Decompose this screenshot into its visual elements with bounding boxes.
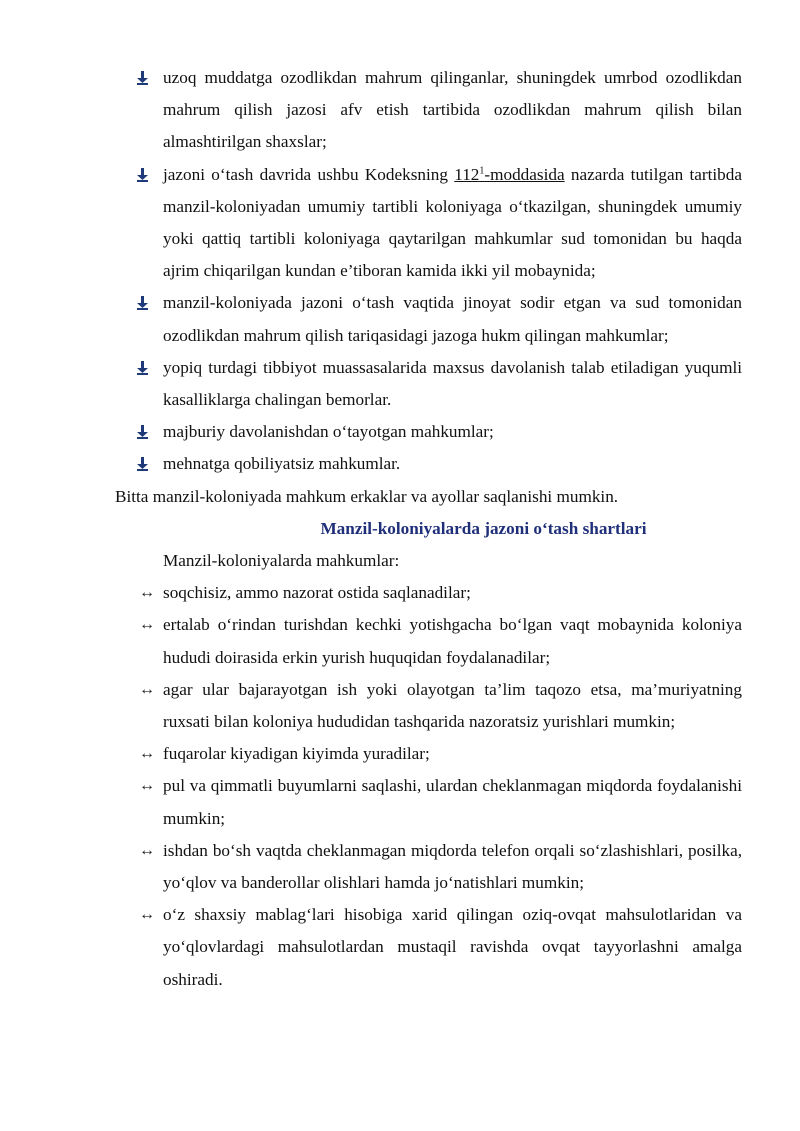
section-heading: Manzil-koloniyalarda jazoni o‘tash shartlari xyxy=(320,518,647,538)
left-right-arrow-icon: ↔ xyxy=(139,680,155,698)
left-right-arrow-icon: ↔ xyxy=(139,584,155,602)
arrow-down-icon xyxy=(137,287,148,319)
arrow-down-icon xyxy=(137,416,148,448)
list-item-text: yopiq turdagi tibbiyot muassasalarida maxsus davolanish talab etiladigan yuqumli kasalliklarga chalingan bemorlar. xyxy=(163,357,742,410)
list-item-text: mehnatga qobiliyatsiz mahkumlar. xyxy=(163,454,401,474)
left-right-arrow-icon: ↔ xyxy=(139,841,155,859)
list-item-text: uzoq muddatga ozodlikdan mahrum qilinganlar, shuningdek umrbod ozodlikdan mahrum qilish jazosi afv etish tartibida ozodlikdan mahrum qilish bilan almashtirilgan shaxslar; xyxy=(163,68,742,152)
bullet-list-1 xyxy=(115,62,742,481)
list-item xyxy=(115,738,742,770)
list-item xyxy=(115,448,742,480)
arrow-down-icon xyxy=(137,159,148,191)
list-item-text: o‘z shaxsiy mablag‘lari hisobiga xarid qilingan oziq-ovqat mahsulotlaridan va yo‘qlovlardagi mahsulotlardan mustaqil ravishda ovqat tayyorlashni amalga oshiradi. xyxy=(163,905,742,989)
list-item-text-before: jazoni o‘tash davrida ushbu Kodeksning xyxy=(163,164,455,184)
list-item-text: majburiy davolanishdan o‘tayotgan mahkumlar; xyxy=(163,422,494,442)
list-item-text: manzil-koloniyada jazoni o‘tash vaqtida jinoyat sodir etgan va sud tomonidan ozodlikdan mahrum qilish tariqasidagi jazoga hukm qilingan mahkumlar; xyxy=(163,293,742,345)
arrow-down-icon xyxy=(137,62,148,94)
list-item xyxy=(115,609,742,673)
list-item xyxy=(115,416,742,448)
list-item xyxy=(115,287,742,351)
list-item xyxy=(115,674,742,738)
left-right-arrow-icon: ↔ xyxy=(139,616,155,634)
list-item-text: fuqarolar kiyadigan kiyimda yuradilar; xyxy=(163,744,430,764)
list-item-text: ertalab o‘rindan turishdan kechki yotishgacha bo‘lgan vaqt mobaynida koloniya hududi doirasida erkin yurish huquqidan foydalanadilar; xyxy=(163,615,742,667)
arrow-down-icon xyxy=(137,352,148,384)
bullet-list-2 xyxy=(115,577,742,996)
list-item-text: ishdan bo‘sh vaqtda cheklanmagan miqdorda telefon orqali so‘zlashishlari, posilka, yo‘qlov va banderollar olishlari hamda jo‘natishlari mumkin; xyxy=(163,840,742,893)
arrow-down-icon xyxy=(137,448,148,480)
body-paragraph: Bitta manzil-koloniyada mahkum erkaklar va ayollar saqlanishi mumkin. xyxy=(115,486,619,506)
article-link[interactable]: $112^1$-moddasida xyxy=(454,164,565,184)
list-item-text: agar ular bajarayotgan ish yoki olayotgan ta’lim taqozo etsa, ma’muriyatning ruxsati bilan koloniya hududidan tashqarida nazoratsiz yurishlari mumkin; xyxy=(163,679,742,732)
list-item xyxy=(115,352,742,416)
list-item-text: soqchisiz, ammo nazorat ostida saqlanadilar; xyxy=(163,583,471,603)
list-item xyxy=(115,770,742,834)
intro-text: Manzil-koloniyalarda mahkumlar: xyxy=(163,551,400,571)
left-right-arrow-icon: ↔ xyxy=(139,906,155,924)
list-item-text: pul va qimmatli buyumlarni saqlashi, ulardan cheklanmagan miqdorda foydalanishi mumkin; xyxy=(163,776,742,828)
left-right-arrow-icon: ↔ xyxy=(139,745,155,763)
list-item xyxy=(115,159,742,288)
list-item xyxy=(115,62,742,159)
left-right-arrow-icon: ↔ xyxy=(139,777,155,795)
list-item-text-after: nazarda tutilgan tartibda manzil-koloniyadan umumiy tartibli koloniyaga o‘tkazilgan, shuningdek umumiy yoki qattiq tartibli koloniyaga qaytarilgan mahkumlar sud tomonidan bu haqda ajrim chiqarilgan kundan e’tiboran kamida ikki yil mobaynida; xyxy=(163,164,742,281)
list-item xyxy=(115,899,742,996)
list-item xyxy=(115,577,742,609)
list-item xyxy=(115,835,742,899)
